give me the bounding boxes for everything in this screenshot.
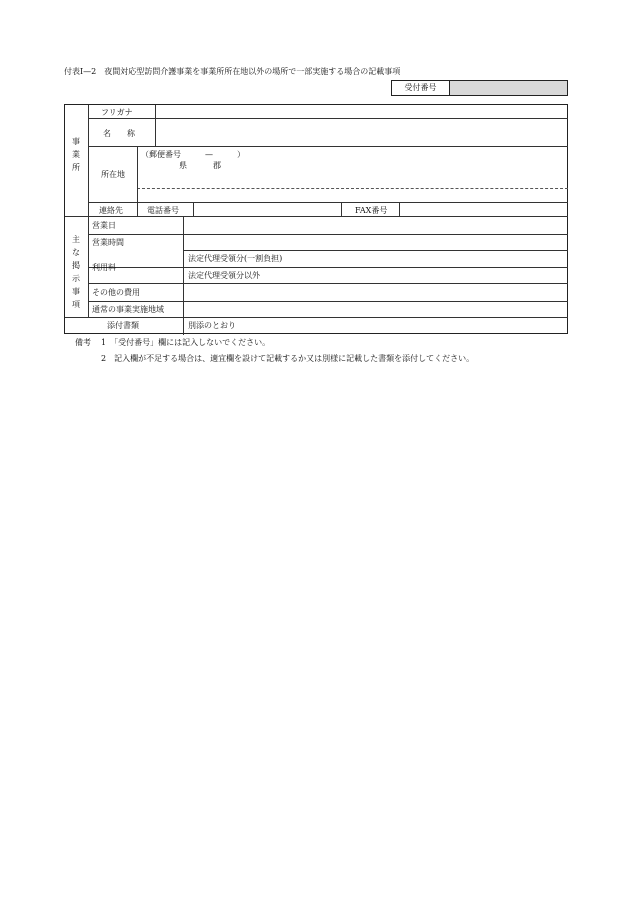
- name-label: 名 称: [103, 129, 135, 138]
- form-table: [64, 104, 568, 334]
- receipt-number-field: [449, 80, 568, 96]
- furigana-label: フリガナ: [101, 108, 133, 117]
- fee-label: 利用料: [92, 263, 116, 272]
- note-item: 1 「受付番号」欄には記入しないでください。: [101, 338, 271, 347]
- fee-row-statutory-one-tenth: 法定代理受領分(一割負担): [188, 254, 283, 263]
- notes-heading: 備考: [75, 338, 91, 347]
- address-field[interactable]: [138, 147, 567, 187]
- other-costs-field[interactable]: [184, 284, 567, 300]
- phone-field[interactable]: [194, 203, 340, 215]
- office-section-label: 事業所: [72, 137, 80, 172]
- business-days-field[interactable]: [184, 217, 567, 233]
- name-field[interactable]: [156, 120, 567, 145]
- attachments-label: 添付書類: [107, 321, 139, 330]
- fax-field[interactable]: [400, 203, 567, 215]
- business-hours-label: 営業時間: [92, 238, 124, 247]
- fee-row-statutory-other: 法定代理受領分以外: [188, 271, 260, 280]
- note-item: 2 記入欄が不足する場合は、適宜欄を設けて記載するか又は別様に記載した書類を添付してください。: [101, 354, 475, 363]
- service-area-field[interactable]: [184, 302, 567, 316]
- attachments-value: 別添のとおり: [188, 321, 236, 330]
- postal-code-text: （郵便番号 — ）: [141, 150, 245, 159]
- business-days-label: 営業日: [92, 221, 116, 230]
- business-hours-field[interactable]: [184, 235, 567, 249]
- address-label: 所在地: [101, 170, 125, 179]
- prefecture-text: 県: [179, 161, 187, 170]
- contact-label: 連絡先: [99, 206, 123, 215]
- county-text: 郡: [213, 161, 221, 170]
- furigana-field[interactable]: [156, 106, 567, 118]
- service-area-label: 通常の事業実施地域: [92, 305, 164, 314]
- form-title: 付表Ⅰ—2 夜間対応型訪問介護事業を事業所所在地以外の場所で一部実施する場合の記載事項: [64, 67, 401, 76]
- receipt-number-label: 受付番号: [391, 80, 449, 96]
- phone-label: 電話番号: [147, 206, 179, 215]
- main-items-section-label: 主な掲示事項: [72, 235, 80, 309]
- other-costs-label: その他の費用: [92, 288, 140, 297]
- fax-label: FAX番号: [355, 206, 388, 215]
